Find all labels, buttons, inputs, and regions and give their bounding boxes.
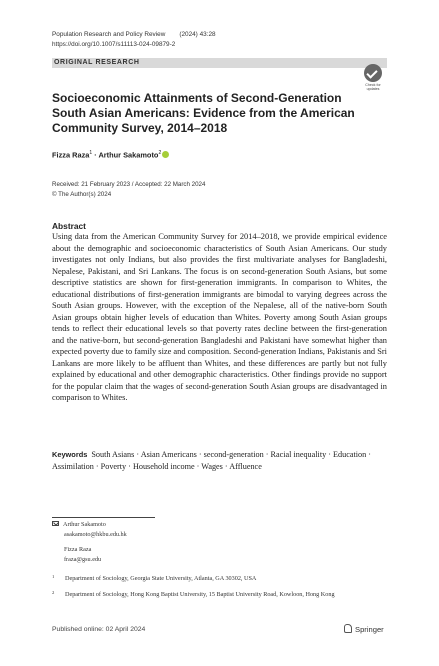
- author-affiliation-mark: 1: [89, 150, 93, 156]
- copyright: © The Author(s) 2024: [52, 190, 112, 198]
- section-label: ORIGINAL RESEARCH: [54, 59, 140, 66]
- contact-name: Fizza Raza: [64, 545, 92, 553]
- keywords-label: Keywords: [52, 450, 88, 459]
- author-name: Fizza Raza: [52, 150, 90, 160]
- author-list: [52, 150, 169, 159]
- keywords: [52, 449, 387, 472]
- abstract-heading: Abstract: [52, 221, 86, 231]
- section-label-bar: [52, 58, 387, 68]
- received-accepted: Received: 21 February 2023 / Accepted: 22 March 2024: [52, 181, 206, 188]
- author-affiliation-mark: 2: [158, 150, 162, 156]
- publisher-name: Springer: [355, 625, 384, 634]
- affiliation-number: 2: [52, 590, 55, 595]
- check-icon: [364, 64, 382, 82]
- journal-line: [52, 30, 216, 40]
- author-name: Arthur Sakamoto: [98, 150, 159, 160]
- keywords-text: South Asians · Asian Americans · second-generation · Racial inequality · Education · Assimilation · Poverty · Household income · Wages · Affluence: [52, 450, 371, 471]
- contact-name: Arthur Sakamoto: [63, 521, 106, 528]
- affiliation-number: 1: [52, 574, 55, 579]
- abstract-text: Using data from the American Community Survey for 2014–2018, we provide empirical evidence about the demographic and socioeconomic characteristics of South Asian Americans. Our study investigates not only Indians, but also provides the first multivariate analyses for Bangladeshi, Nepalese, Pakistani, and Sri Lankans. The focus is on second-generation South Asians, but some descriptive statistics are shown for first-generation immigrants. In comparison to Whites, the educational distributions of first-generation immigrants are bimodal to varying degrees across the South Asian groups. However, with the exception of the Nepalese, all of the native-born South Asian groups obtain higher levels of education than Whites. Poverty among South Asian groups tends to reflect their educational levels so that poverty rates decline between the first-generation and the native-born, but second-generation Bangladeshi and Pakistani have somewhat higher than expected poverty due to family size and composition. Second-generation Indians, Pakistanis and Sri Lankans are more likely to be affluent than Whites, and these differences are partly but not fully explained by educational and other demographic characteristics. Other findings provide no support for the popular claim that the wages of second-generation South Asian groups are disadvantaged in comparison to Whites.: [52, 232, 387, 402]
- affiliation-text: Department of Sociology, Georgia State University, Atlanta, GA 30302, USA: [65, 575, 257, 582]
- running-header: [52, 30, 216, 49]
- correspondence: [52, 520, 127, 566]
- check-updates-text: Check for updates: [365, 83, 381, 92]
- journal-name: Population Research and Policy Review: [52, 31, 166, 38]
- article-dates: [52, 180, 205, 199]
- affiliation-text: Department of Sociology, Hong Kong Baptist University, 15 Baptist University Road, Kowloon, Hong Kong: [65, 591, 335, 598]
- check-for-updates-badge[interactable]: [361, 64, 385, 94]
- footnote-divider: [52, 517, 155, 518]
- contact-email[interactable]: fraza@gsu.edu: [64, 556, 102, 564]
- author-separator: ·: [92, 150, 99, 160]
- paper-title: Socioeconomic Attainments of Second-Generation South Asian Americans: Evidence from the American Community Survey, 2014–2018: [52, 91, 355, 136]
- contact-email[interactable]: asakamoto@hkbu.edu.hk: [64, 531, 127, 539]
- affiliation: [52, 574, 352, 584]
- springer-horse-icon: [344, 624, 352, 633]
- affiliation: [52, 590, 352, 600]
- envelope-icon: [52, 521, 59, 526]
- publisher-logo: [344, 624, 384, 634]
- orcid-icon[interactable]: [162, 151, 169, 158]
- doi-link[interactable]: https://doi.org/10.1007/s11113-024-09879-2: [52, 40, 176, 48]
- citation: (2024) 43:28: [179, 31, 216, 38]
- published-online: Published online: 02 April 2024: [52, 626, 146, 633]
